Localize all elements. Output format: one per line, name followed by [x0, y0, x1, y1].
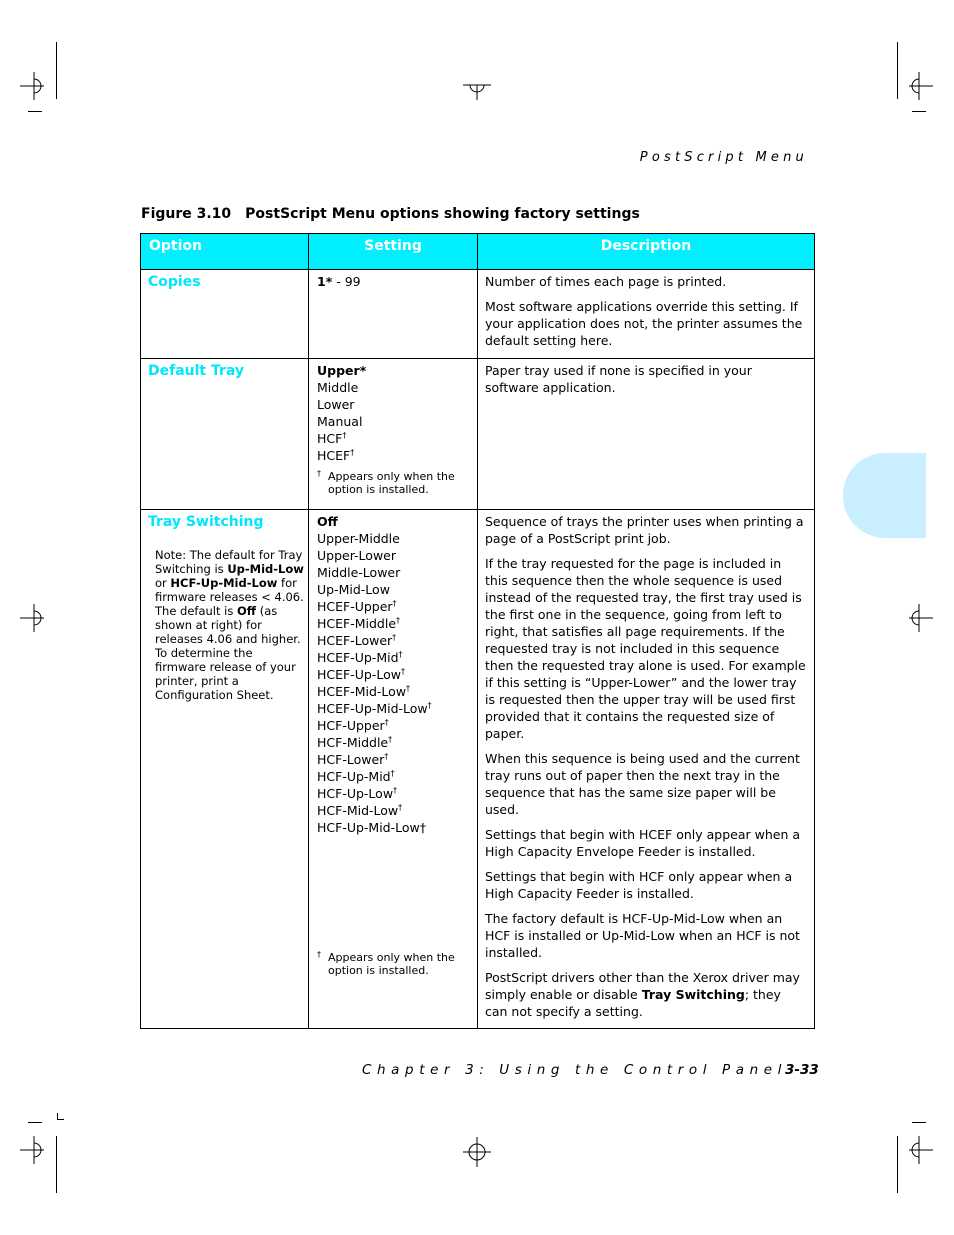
setting-range: - 99	[332, 274, 361, 289]
setting-value: HCEF†	[317, 447, 355, 463]
crop-mark	[28, 1122, 42, 1123]
setting-value: Upper*	[317, 363, 367, 378]
setting-value: HCEF-Up-Low†	[317, 666, 405, 682]
registration-target-icon	[20, 604, 48, 632]
page-number: 3-33	[785, 1062, 819, 1078]
table-row	[141, 359, 815, 510]
description-paragraph: If the tray requested for the page is included in this sequence then the whole sequence is used instead of the requested tray, the first tray used is the first one in the sequence, going from left to right, that satisfies all page requirements. If the requested tray is not included in this sequence then the requested tray alone is used. For example if this setting is “Upper-Lower” and the lower tray is requested then the upper tray will be used first provided that it contains the requested size of paper.	[485, 556, 806, 741]
setting-value: HCEF-Lower†	[317, 632, 397, 648]
setting-value: HCF-Upper†	[317, 717, 389, 733]
description-cell	[478, 270, 815, 359]
description-paragraph: Paper tray used if none is specified in your software application.	[485, 363, 752, 395]
setting-value: HCEF-Upper†	[317, 598, 397, 614]
registration-target-icon	[905, 72, 933, 100]
setting-value: HCF†	[317, 430, 347, 446]
setting-value: HCF-Up-Mid-Low†	[317, 820, 426, 835]
description-paragraph: Sequence of trays the printer uses when printing a page of a PostScript print job.	[485, 514, 804, 546]
options-table	[140, 233, 815, 1029]
crop-mark	[28, 111, 42, 112]
setting-value: HCEF-Middle†	[317, 615, 401, 631]
description-cell	[478, 510, 815, 1029]
setting-value: HCEF-Mid-Low†	[317, 683, 411, 699]
column-header-setting: Setting	[309, 234, 478, 270]
registration-target-icon	[905, 604, 933, 632]
crop-mark	[912, 111, 926, 112]
setting-value: HCF-Lower†	[317, 751, 389, 767]
setting-cell	[309, 359, 478, 510]
setting-value: HCEF-Up-Mid-Low†	[317, 700, 432, 716]
setting-value: HCF-Mid-Low†	[317, 802, 403, 818]
option-label: Default Tray	[148, 363, 245, 379]
option-cell	[141, 359, 309, 510]
crop-mark	[897, 42, 898, 99]
crop-mark	[56, 42, 57, 99]
option-label: Copies	[148, 274, 201, 290]
setting-value: HCEF-Up-Mid†	[317, 649, 403, 665]
registration-target-icon	[463, 1137, 491, 1167]
corner-mark	[57, 1113, 64, 1120]
registration-target-icon	[463, 76, 491, 100]
table-header-row	[141, 234, 815, 270]
setting-value: Lower	[317, 397, 355, 412]
setting-value: Middle	[317, 380, 359, 395]
crop-mark	[897, 1136, 898, 1193]
table-row	[141, 270, 815, 359]
setting-value: Up-Mid-Low	[317, 582, 390, 597]
column-header-option: Option	[141, 234, 309, 270]
footnote: † Appears only when the option is installed.	[317, 950, 455, 977]
setting-value: Middle-Lower	[317, 565, 401, 580]
option-cell	[141, 510, 309, 1029]
setting-value: Upper-Lower	[317, 548, 397, 563]
description-paragraph: Settings that begin with HCF only appear when a High Capacity Feeder is installed.	[485, 869, 793, 901]
description-paragraph: Settings that begin with HCEF only appear when a High Capacity Envelope Feeder is installed.	[485, 827, 801, 859]
description-paragraph: PostScript drivers other than the Xerox driver may simply enable or disable Tray Switching; they can not specify a setting.	[485, 970, 800, 1019]
description-cell	[478, 359, 815, 510]
figure-caption: PostScript Menu options showing factory settings	[245, 206, 640, 222]
figure-title	[141, 206, 640, 222]
footer-chapter: Chapter 3: Using the Control Panel	[362, 1062, 788, 1078]
setting-value: HCF-Middle†	[317, 734, 393, 750]
column-header-description: Description	[478, 234, 815, 270]
setting-cell	[309, 510, 478, 1029]
setting-value: HCF-Up-Mid†	[317, 768, 395, 784]
description-paragraph: The factory default is HCF-Up-Mid-Low when an HCF is installed or Up-Mid-Low when an HCF is not installed.	[485, 911, 800, 960]
setting-default: 1*	[317, 274, 333, 289]
description-paragraph: Most software applications override this setting. If your application does not, the printer assumes the default setting here.	[485, 299, 803, 348]
option-label: Tray Switching	[148, 514, 264, 530]
figure-number: Figure 3.10	[141, 206, 232, 222]
setting-value: Manual	[317, 414, 363, 429]
setting-value: Upper-Middle	[317, 531, 400, 546]
setting-value: Off	[317, 514, 338, 529]
registration-target-icon	[20, 72, 48, 100]
default-note: Note: The default for Tray Switching is Up-Mid-Low or HCF-Up-Mid-Low for firmware releases < 4.06. The default is Off (as shown at right) for releases 4.06 and higher. To determine the firmware release of your printer, print a Configuration Sheet.	[155, 548, 304, 702]
registration-target-icon	[905, 1136, 933, 1164]
setting-value: HCF-Up-Low†	[317, 785, 398, 801]
option-cell	[141, 270, 309, 359]
description-paragraph: Number of times each page is printed.	[485, 274, 727, 289]
crop-mark	[912, 1122, 926, 1123]
setting-cell	[309, 270, 478, 359]
running-head: PostScript Menu	[639, 150, 808, 165]
description-paragraph: When this sequence is being used and the current tray runs out of paper then the next tray in the sequence that has the same size paper will be used.	[485, 751, 800, 817]
table-row	[141, 510, 815, 1029]
chapter-thumb-tab	[843, 453, 926, 538]
crop-mark	[56, 1136, 57, 1193]
registration-target-icon	[20, 1136, 48, 1164]
footnote: † Appears only when the option is installed.	[317, 469, 455, 496]
